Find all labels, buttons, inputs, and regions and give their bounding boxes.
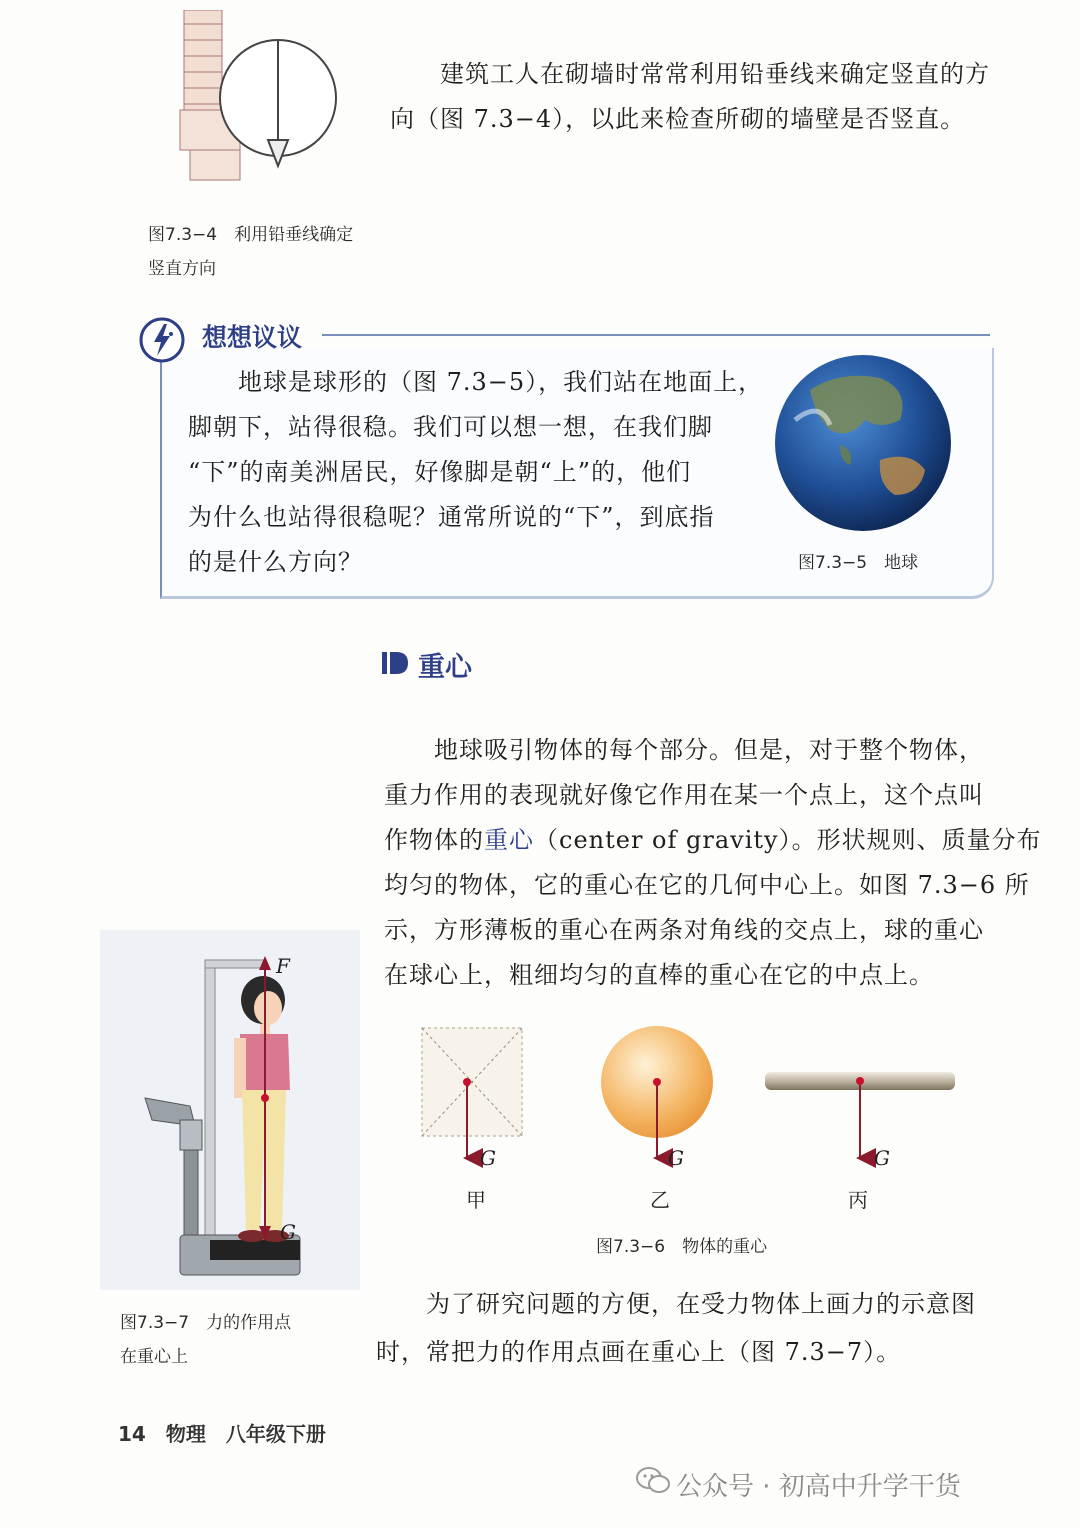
watermark-text: 公众号 · 初高中升学干货	[676, 1472, 961, 1502]
section-line-3-pre: 作物体的	[384, 826, 484, 854]
discussion-line-3: “下”的南美洲居民，好像脚是朝“上”的，他们	[188, 458, 692, 486]
discussion-title: 想想议议	[202, 323, 303, 352]
wechat-icon	[636, 1466, 670, 1496]
bottom-paragraph-line-1: 为了研究问题的方便，在受力物体上画力的示意图	[426, 1290, 976, 1318]
discussion-line-1: 地球是球形的（图 7.3−5），我们站在地面上，	[238, 368, 764, 396]
discussion-line-2: 脚朝下，站得很稳。我们可以想一想，在我们脚	[188, 413, 713, 441]
ball-force-label: G	[668, 1146, 684, 1170]
section-line-1: 地球吸引物体的每个部分。但是，对于整个物体，	[434, 736, 984, 764]
page-footer: 14 物理 八年级下册	[118, 1422, 326, 1446]
discussion-line-5: 的是什么方向？	[188, 548, 363, 576]
rod-force-label: G	[874, 1146, 890, 1170]
plumb-line-figure	[150, 10, 350, 190]
top-paragraph-line-1: 建筑工人在砌墙时常常利用铅垂线来确定竖直的方	[440, 60, 990, 88]
section-line-2: 重力作用的表现就好像它作用在某一个点上，这个点叫	[384, 781, 984, 809]
section-line-3	[384, 818, 1042, 863]
rod	[765, 1072, 955, 1158]
label-jia: 甲	[466, 1188, 486, 1212]
figure-7-3-5-caption: 图7.3−5 地球	[798, 553, 919, 573]
label-bing: 丙	[848, 1188, 868, 1212]
section-title: 重心	[418, 652, 472, 683]
figure-7-3-6-caption: 图7.3−6 物体的重心	[596, 1237, 768, 1257]
bottom-paragraph-line-2: 时，常把力的作用点画在重心上（图 7.3−7）。	[376, 1338, 902, 1366]
section-line-3-post: （center of gravity）。形状规则、质量分布	[534, 826, 1042, 854]
section-line-5: 示，方形薄板的重心在两条对角线的交点上，球的重心	[384, 916, 984, 944]
plate-force-label: G	[480, 1146, 496, 1170]
figure-7-3-7-caption-line-2: 在重心上	[120, 1347, 188, 1367]
earth-image	[770, 350, 956, 536]
discussion-line-4: 为什么也站得很稳呢？通常所说的“下”，到底指	[188, 503, 715, 531]
term-center-of-gravity: 重心	[484, 826, 534, 854]
force-down-label: G	[280, 1220, 296, 1244]
section-line-4: 均匀的物体，它的重心在它的几何中心上。如图 7.3−6 所	[384, 871, 1030, 899]
figure-7-3-4-caption-line-2: 竖直方向	[148, 259, 216, 279]
force-up-label: F	[276, 954, 290, 978]
top-paragraph-line-2: 向（图 7.3−4），以此来检查所砌的墙壁是否竖直。	[390, 105, 966, 133]
ball	[601, 1026, 713, 1158]
section-marker-icon	[382, 650, 410, 676]
label-yi: 乙	[650, 1188, 670, 1212]
figure-7-3-7-caption-line-1: 图7.3−7 力的作用点	[120, 1313, 292, 1333]
figure-7-3-7	[100, 930, 360, 1290]
square-plate	[422, 1028, 522, 1158]
discussion-rule	[322, 334, 990, 336]
figure-7-3-4-caption-line-1: 图7.3−4 利用铅垂线确定	[148, 225, 354, 245]
section-line-6: 在球心上，粗细均匀的直棒的重心在它的中点上。	[384, 961, 934, 989]
lightning-face-icon	[138, 316, 186, 364]
